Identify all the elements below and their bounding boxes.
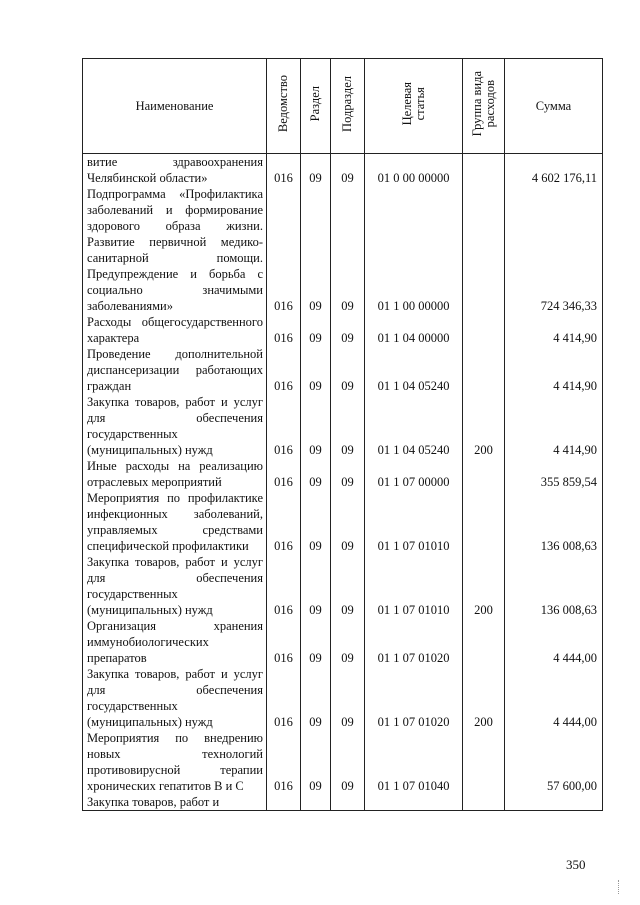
header-row <box>83 59 603 154</box>
table-row <box>83 618 603 666</box>
row-podrazdel-cell <box>331 794 365 811</box>
row-podrazdel-cell: 09 <box>331 554 365 618</box>
table-row <box>83 490 603 554</box>
header-vedomstvo-text: Ведомство <box>276 75 290 133</box>
row-vedomstvo-cell: 016 <box>267 618 301 666</box>
header-group <box>463 59 505 154</box>
row-name-cell: Организация хранения иммунобиологических препаратов <box>83 618 267 666</box>
row-name-cell: Закупка товаров, работ и услуг для обеспечения государственных (муниципальных) нужд <box>83 394 267 458</box>
budget-table <box>82 58 603 811</box>
row-podrazdel-cell: 09 <box>331 490 365 554</box>
row-sum-cell: 724 346,33 <box>505 186 603 314</box>
row-podrazdel-cell: 09 <box>331 154 365 187</box>
row-podrazdel-cell: 09 <box>331 458 365 490</box>
table-row <box>83 154 603 187</box>
row-vedomstvo-cell: 016 <box>267 730 301 794</box>
header-podrazdel <box>331 59 365 154</box>
row-vedomstvo-cell: 016 <box>267 458 301 490</box>
row-group-cell <box>463 154 505 187</box>
row-target-cell: 01 1 04 00000 <box>365 314 463 346</box>
header-razdel <box>301 59 331 154</box>
row-target-cell: 01 1 07 01010 <box>365 490 463 554</box>
row-target-cell: 01 1 07 01020 <box>365 618 463 666</box>
row-group-cell <box>463 346 505 394</box>
row-target-cell: 01 1 07 01020 <box>365 666 463 730</box>
row-vedomstvo-cell: 016 <box>267 666 301 730</box>
table-row <box>83 794 603 811</box>
row-name-cell: Иные расходы на реализацию отраслевых мероприятий <box>83 458 267 490</box>
row-name-cell: витие здравоохранения Челябинской области» <box>83 154 267 187</box>
row-name-cell: Закупка товаров, работ и услуг для обеспечения государственных (муниципальных) нужд <box>83 666 267 730</box>
table-row <box>83 458 603 490</box>
header-vedomstvo <box>267 59 301 154</box>
header-razdel-text: Раздел <box>308 86 322 122</box>
row-name-cell: Проведение дополнительной диспансеризации работающих граждан <box>83 346 267 394</box>
row-vedomstvo-cell: 016 <box>267 186 301 314</box>
row-sum-cell: 4 414,90 <box>505 394 603 458</box>
row-group-cell: 200 <box>463 554 505 618</box>
row-vedomstvo-cell: 016 <box>267 346 301 394</box>
row-group-cell <box>463 314 505 346</box>
header-podrazdel-text: Подраздел <box>340 76 354 132</box>
header-target <box>365 59 463 154</box>
row-podrazdel-cell: 09 <box>331 618 365 666</box>
row-sum-cell: 4 444,00 <box>505 618 603 666</box>
row-razdel-cell: 09 <box>301 394 331 458</box>
row-vedomstvo-cell: 016 <box>267 554 301 618</box>
row-target-cell: 01 1 07 01010 <box>365 554 463 618</box>
row-target-cell: 01 1 00 00000 <box>365 186 463 314</box>
row-sum-cell: 355 859,54 <box>505 458 603 490</box>
row-razdel-cell: 09 <box>301 666 331 730</box>
row-podrazdel-cell: 09 <box>331 314 365 346</box>
row-target-cell: 01 1 04 05240 <box>365 346 463 394</box>
table-row <box>83 186 603 314</box>
table-row <box>83 730 603 794</box>
row-sum-cell <box>505 794 603 811</box>
row-vedomstvo-cell: 016 <box>267 490 301 554</box>
row-group-cell <box>463 458 505 490</box>
header-target-text: Целевая статья <box>399 82 427 126</box>
row-razdel-cell: 09 <box>301 154 331 187</box>
row-target-cell: 01 0 00 00000 <box>365 154 463 187</box>
header-group-text: Группа вида расходов <box>469 71 497 137</box>
table-row <box>83 314 603 346</box>
row-group-cell: 200 <box>463 394 505 458</box>
page-number: 350 <box>566 857 586 872</box>
row-razdel-cell: 09 <box>301 730 331 794</box>
row-name-cell: Мероприятия по профилактике инфекционных заболеваний, управляемых средствами специфической профилактики <box>83 490 267 554</box>
table-row <box>83 666 603 730</box>
margin-mark <box>618 880 620 894</box>
row-podrazdel-cell: 09 <box>331 730 365 794</box>
row-razdel-cell: 09 <box>301 346 331 394</box>
row-podrazdel-cell: 09 <box>331 666 365 730</box>
row-name-cell: Подпрограмма «Профилактика заболеваний и формирование здорового образа жизни. Развитие первичной медико-санитарной помощи. Предупреждение и борьба с социально значимыми заболеваниями» <box>83 186 267 314</box>
row-sum-cell: 4 602 176,11 <box>505 154 603 187</box>
row-sum-cell: 57 600,00 <box>505 730 603 794</box>
row-razdel-cell: 09 <box>301 554 331 618</box>
row-name-cell: Расходы общегосударственного характера <box>83 314 267 346</box>
row-razdel-cell: 09 <box>301 186 331 314</box>
row-vedomstvo-cell: 016 <box>267 154 301 187</box>
row-sum-cell: 136 008,63 <box>505 554 603 618</box>
row-name-cell: Закупка товаров, работ и услуг для обеспечения государственных (муниципальных) нужд <box>83 554 267 618</box>
row-vedomstvo-cell: 016 <box>267 314 301 346</box>
row-razdel-cell: 09 <box>301 618 331 666</box>
row-group-cell: 200 <box>463 666 505 730</box>
row-podrazdel-cell: 09 <box>331 394 365 458</box>
row-sum-cell: 4 444,00 <box>505 666 603 730</box>
row-target-cell: 01 1 04 05240 <box>365 394 463 458</box>
row-target-cell: 01 1 07 01040 <box>365 730 463 794</box>
row-name-cell: Закупка товаров, работ и <box>83 794 267 811</box>
row-razdel-cell: 09 <box>301 458 331 490</box>
row-group-cell <box>463 490 505 554</box>
row-sum-cell: 4 414,90 <box>505 346 603 394</box>
row-group-cell <box>463 794 505 811</box>
row-podrazdel-cell: 09 <box>331 346 365 394</box>
row-razdel-cell: 09 <box>301 314 331 346</box>
row-razdel-cell: 09 <box>301 490 331 554</box>
row-razdel-cell <box>301 794 331 811</box>
row-target-cell <box>365 794 463 811</box>
row-target-cell: 01 1 07 00000 <box>365 458 463 490</box>
table-row <box>83 394 603 458</box>
row-group-cell <box>463 618 505 666</box>
row-group-cell <box>463 730 505 794</box>
header-sum: Сумма <box>505 59 603 154</box>
table-row <box>83 346 603 394</box>
row-sum-cell: 4 414,90 <box>505 314 603 346</box>
row-podrazdel-cell: 09 <box>331 186 365 314</box>
row-group-cell <box>463 186 505 314</box>
header-name: Наименование <box>83 59 267 154</box>
row-sum-cell: 136 008,63 <box>505 490 603 554</box>
row-vedomstvo-cell: 016 <box>267 394 301 458</box>
table-row <box>83 554 603 618</box>
row-vedomstvo-cell <box>267 794 301 811</box>
row-name-cell: Мероприятия по внедрению новых технологий противовирусной терапии хронических гепатитов В и С <box>83 730 267 794</box>
table-body <box>83 154 603 811</box>
